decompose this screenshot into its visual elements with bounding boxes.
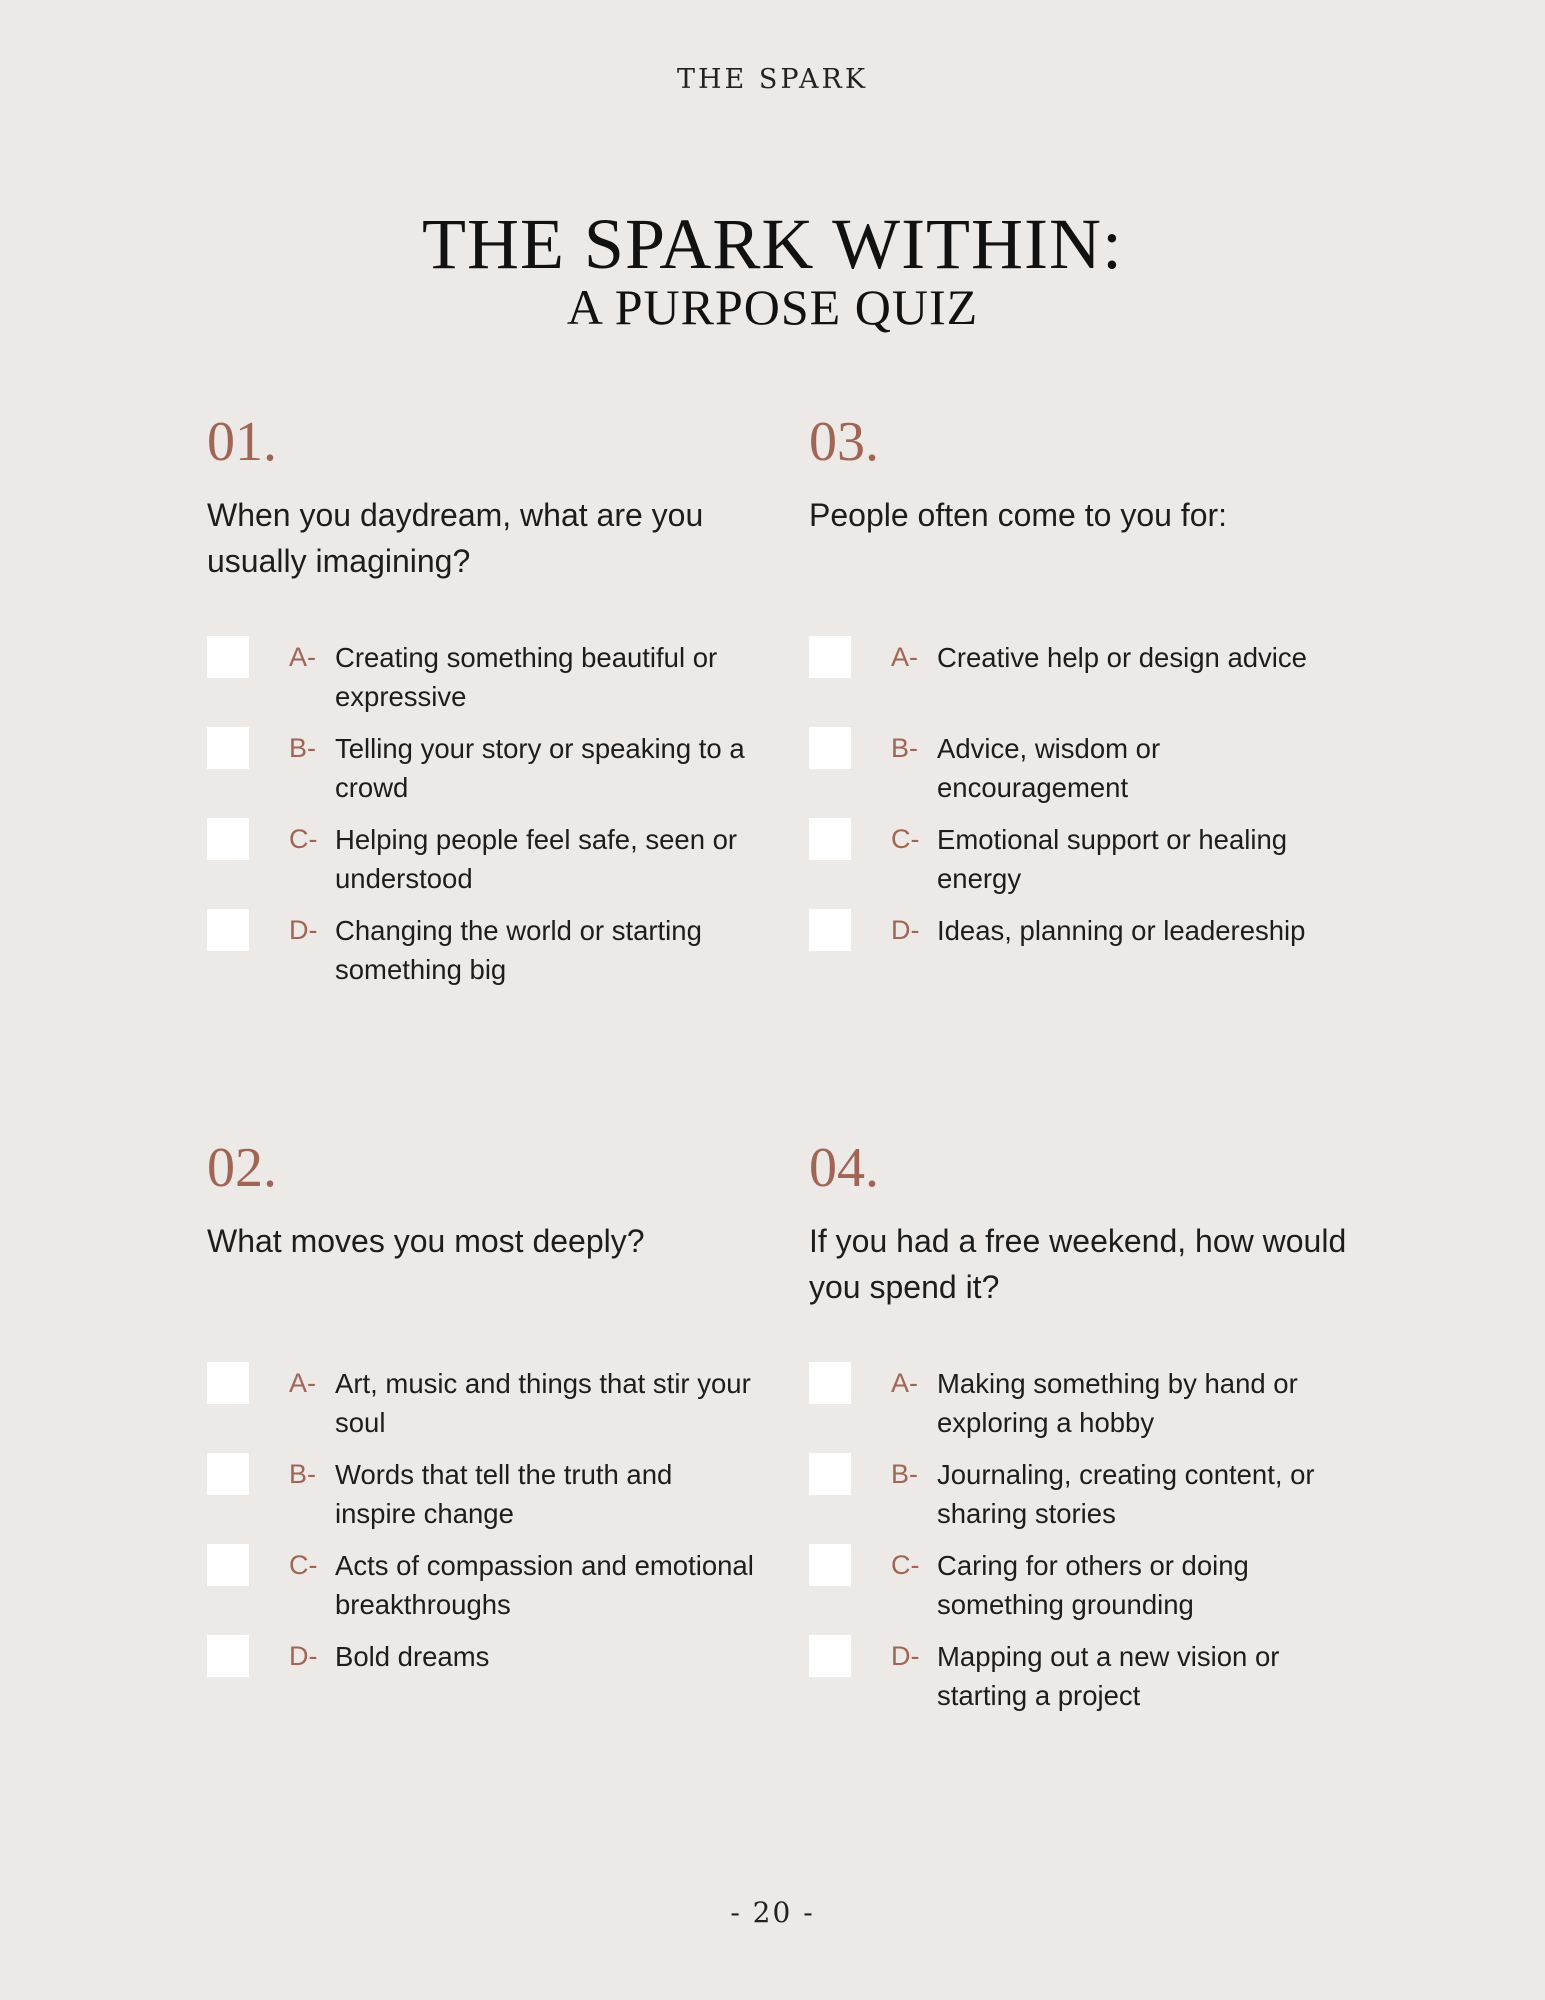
- option-text: Helping people feel safe, seen or understood: [335, 824, 738, 894]
- option-letter: D-: [891, 915, 920, 945]
- option-text: Making something by hand or exploring a hobby: [937, 1368, 1298, 1438]
- page-subtitle: A PURPOSE QUIZ: [566, 279, 979, 335]
- checkbox[interactable]: [207, 1544, 249, 1586]
- checkbox[interactable]: [207, 818, 249, 860]
- option-text: Telling your story or speaking to a crowd: [335, 733, 745, 803]
- checkbox[interactable]: [207, 727, 249, 769]
- option-text: Advice, wisdom or encouragement: [937, 733, 1161, 803]
- option-letter: D-: [289, 1641, 318, 1671]
- option-text: Changing the world or starting something big: [335, 915, 702, 985]
- option-text: Journaling, creating content, or sharing stories: [937, 1459, 1315, 1529]
- option-d: [809, 911, 1369, 1002]
- question-number: 04.: [809, 1137, 879, 1199]
- checkbox[interactable]: [207, 1362, 249, 1404]
- checkbox[interactable]: [809, 1362, 851, 1404]
- option-letter: C-: [891, 1550, 920, 1580]
- checkbox[interactable]: [809, 1635, 851, 1677]
- checkbox[interactable]: [809, 1453, 851, 1495]
- option-a: [809, 638, 1369, 729]
- running-header: THE SPARK: [676, 64, 869, 95]
- option-a: [207, 1364, 767, 1455]
- checkbox[interactable]: [809, 636, 851, 678]
- question-number: 03.: [809, 411, 879, 473]
- option-text: Creative help or design advice: [937, 642, 1307, 673]
- option-letter: A-: [289, 1368, 316, 1398]
- option-text: Bold dreams: [335, 1641, 490, 1672]
- option-text: Ideas, planning or leadereship: [937, 915, 1306, 946]
- option-text: Words that tell the truth and inspire change: [335, 1459, 673, 1529]
- option-text: Creating something beautiful or expressive: [335, 642, 718, 712]
- checkbox[interactable]: [809, 727, 851, 769]
- checkbox[interactable]: [207, 909, 249, 951]
- option-letter: D-: [891, 1641, 920, 1671]
- page-number: - 20 -: [730, 1896, 815, 1929]
- option-text: Caring for others or doing something grounding: [937, 1550, 1249, 1620]
- option-letter: A-: [289, 642, 316, 672]
- option-letter: B-: [891, 1459, 918, 1489]
- answer-options: [809, 1364, 1369, 1728]
- checkbox[interactable]: [809, 818, 851, 860]
- option-a: [207, 638, 767, 729]
- option-letter: C-: [891, 824, 920, 854]
- question-text: If you had a free weekend, how would you spend it?: [809, 1223, 1347, 1305]
- option-letter: C-: [289, 1550, 318, 1580]
- page-title: THE SPARK WITHIN:: [421, 204, 1124, 284]
- option-letter: B-: [289, 1459, 316, 1489]
- question-3: [809, 410, 1369, 1018]
- question-number: 02.: [207, 1137, 277, 1199]
- option-text: Mapping out a new vision or starting a project: [937, 1641, 1280, 1711]
- option-b: [809, 729, 1369, 820]
- option-c: [207, 1546, 767, 1637]
- option-d: [207, 911, 767, 1002]
- option-b: [207, 729, 767, 820]
- question-text: People often come to you for:: [809, 497, 1228, 533]
- question-text: What moves you most deeply?: [207, 1223, 645, 1259]
- checkbox[interactable]: [809, 909, 851, 951]
- option-letter: B-: [289, 733, 316, 763]
- checkbox[interactable]: [207, 636, 249, 678]
- option-text: Art, music and things that stir your soul: [335, 1368, 751, 1438]
- option-b: [809, 1455, 1369, 1546]
- question-text: When you daydream, what are you usually imagining?: [207, 497, 704, 579]
- option-letter: C-: [289, 824, 318, 854]
- question-number: 01.: [207, 411, 277, 473]
- answer-options: [207, 1364, 767, 1728]
- option-d: [207, 1637, 767, 1728]
- option-letter: A-: [891, 642, 918, 672]
- option-letter: D-: [289, 915, 318, 945]
- option-d: [809, 1637, 1369, 1728]
- option-text: Emotional support or healing energy: [937, 824, 1288, 894]
- answer-options: [809, 638, 1369, 1002]
- option-c: [809, 820, 1369, 911]
- option-letter: B-: [891, 733, 918, 763]
- option-c: [809, 1546, 1369, 1637]
- option-text: Acts of compassion and emotional breakthroughs: [335, 1550, 754, 1620]
- checkbox[interactable]: [207, 1453, 249, 1495]
- checkbox[interactable]: [207, 1635, 249, 1677]
- option-letter: A-: [891, 1368, 918, 1398]
- option-a: [809, 1364, 1369, 1455]
- answer-options: [207, 638, 767, 1002]
- option-c: [207, 820, 767, 911]
- question-2: [207, 1136, 767, 1744]
- question-4: [809, 1136, 1369, 1744]
- question-1: [207, 410, 767, 1018]
- checkbox[interactable]: [809, 1544, 851, 1586]
- option-b: [207, 1455, 767, 1546]
